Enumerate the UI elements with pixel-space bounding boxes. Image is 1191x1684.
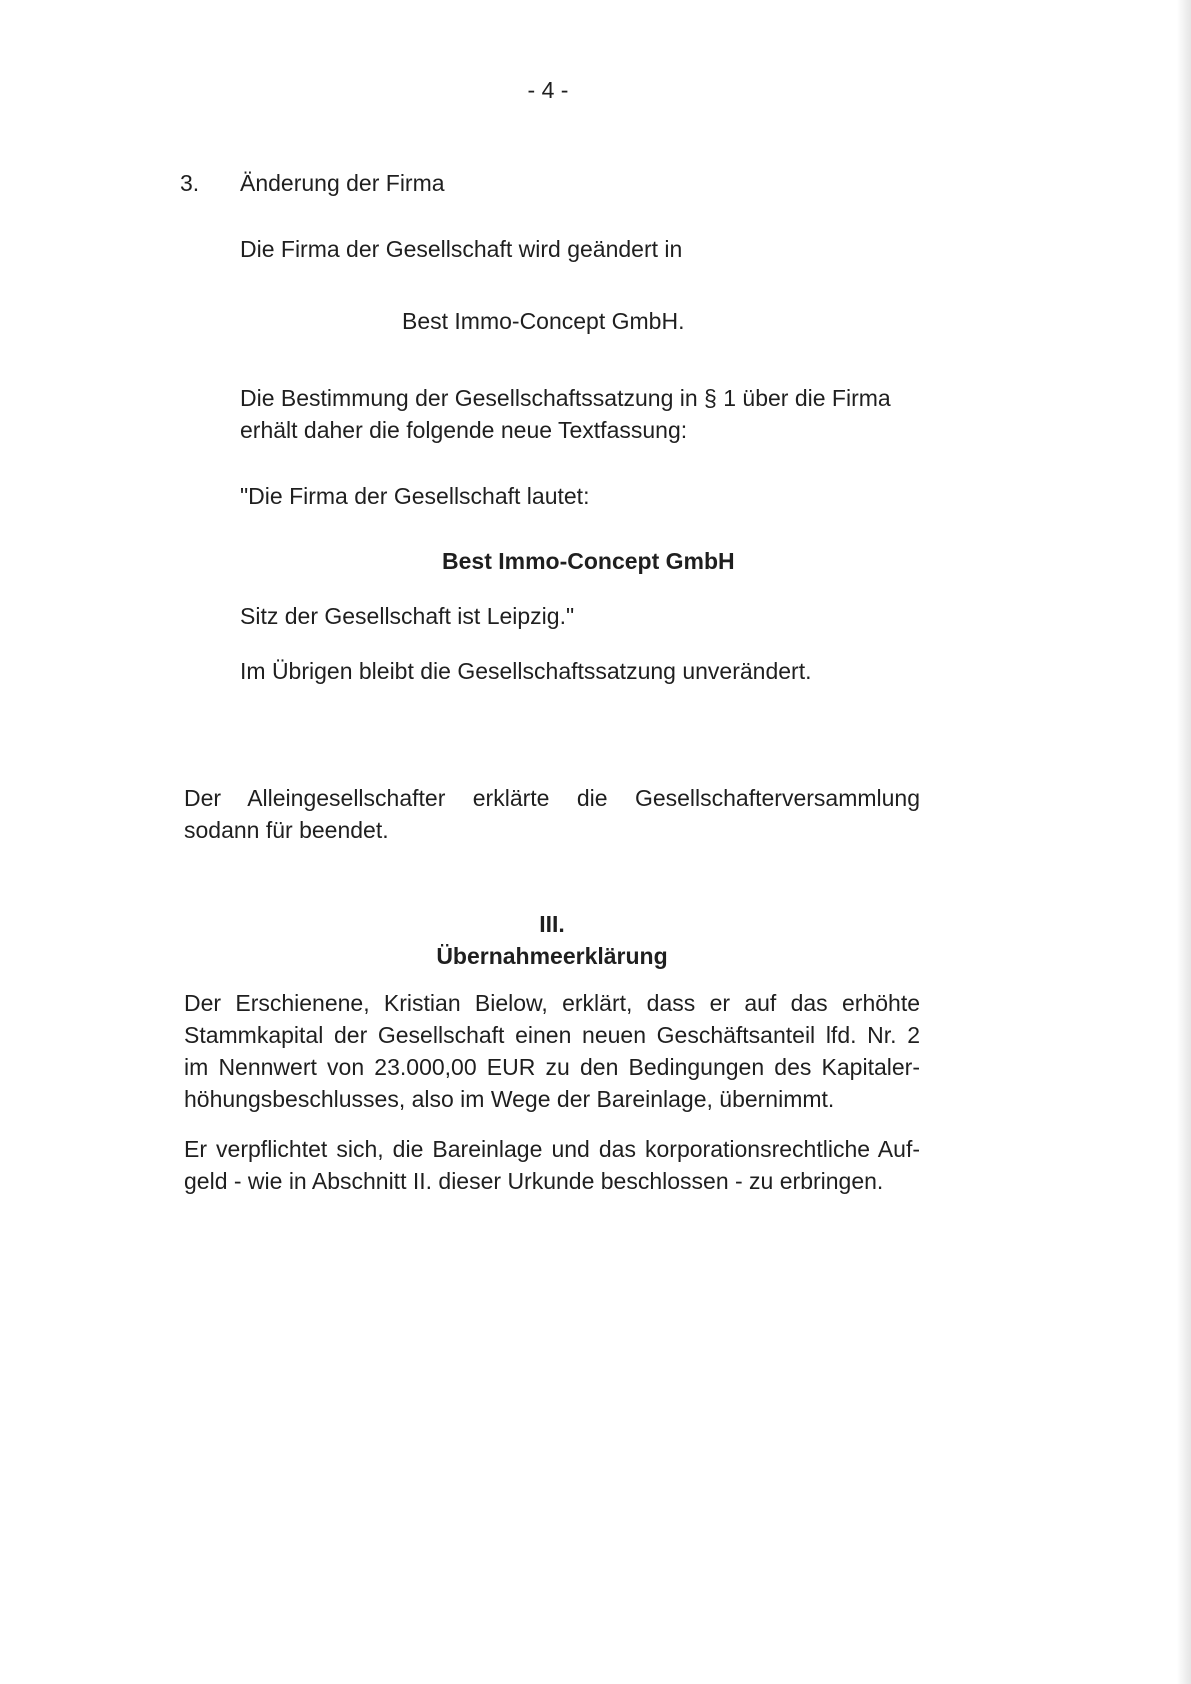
declaration-paragraph xyxy=(184,987,920,1115)
provision-text xyxy=(240,382,891,446)
page-edge-shadow xyxy=(1177,0,1191,1684)
quoted-company-name: Best Immo-Concept GmbH xyxy=(442,548,735,574)
declaration-line: höhungsbeschlusses, also im Wege der Bareinlage, übernimmt. xyxy=(184,1086,835,1112)
obligation-line: Er verpflichtet sich, die Bareinlage und das korporationsrechtliche Auf- xyxy=(184,1136,920,1162)
section-numeral: III. xyxy=(539,911,565,937)
closing-paragraph xyxy=(184,782,920,846)
company-seat: Sitz der Gesellschaft ist Leipzig." xyxy=(240,603,575,629)
section-intro: Die Firma der Gesellschaft wird geändert in xyxy=(240,236,683,262)
obligation-paragraph xyxy=(184,1133,920,1197)
closing-line: Der Alleingesellschafter erklärte die Gesellschafterversammlung xyxy=(184,785,920,811)
section-title: Übernahmeerklärung xyxy=(436,943,668,969)
obligation-line: geld - wie in Abschnitt II. dieser Urkunde beschlossen - zu erbringen. xyxy=(184,1168,884,1194)
declaration-line: im Nennwert von 23.000,00 EUR zu den Bedingungen des Kapitaler- xyxy=(184,1054,920,1080)
remainder-statement: Im Übrigen bleibt die Gesellschaftssatzung unverändert. xyxy=(240,658,812,684)
provision-line: erhält daher die folgende neue Textfassung: xyxy=(240,417,688,443)
declaration-line: Stammkapital der Gesellschaft einen neuen Geschäftsanteil lfd. Nr. 2 xyxy=(184,1022,920,1048)
section-heading: Änderung der Firma xyxy=(240,170,445,196)
page-number: - 4 - xyxy=(527,77,569,103)
provision-line: Die Bestimmung der Gesellschaftssatzung in § 1 über die Firma xyxy=(240,385,891,411)
quote-opening: "Die Firma der Gesellschaft lautet: xyxy=(240,483,590,509)
new-company-name: Best Immo-Concept GmbH. xyxy=(402,308,685,334)
section-number: 3. xyxy=(180,170,200,196)
closing-line: sodann für beendet. xyxy=(184,817,389,843)
declaration-line: Der Erschienene, Kristian Bielow, erklärt, dass er auf das erhöhte xyxy=(184,990,920,1016)
